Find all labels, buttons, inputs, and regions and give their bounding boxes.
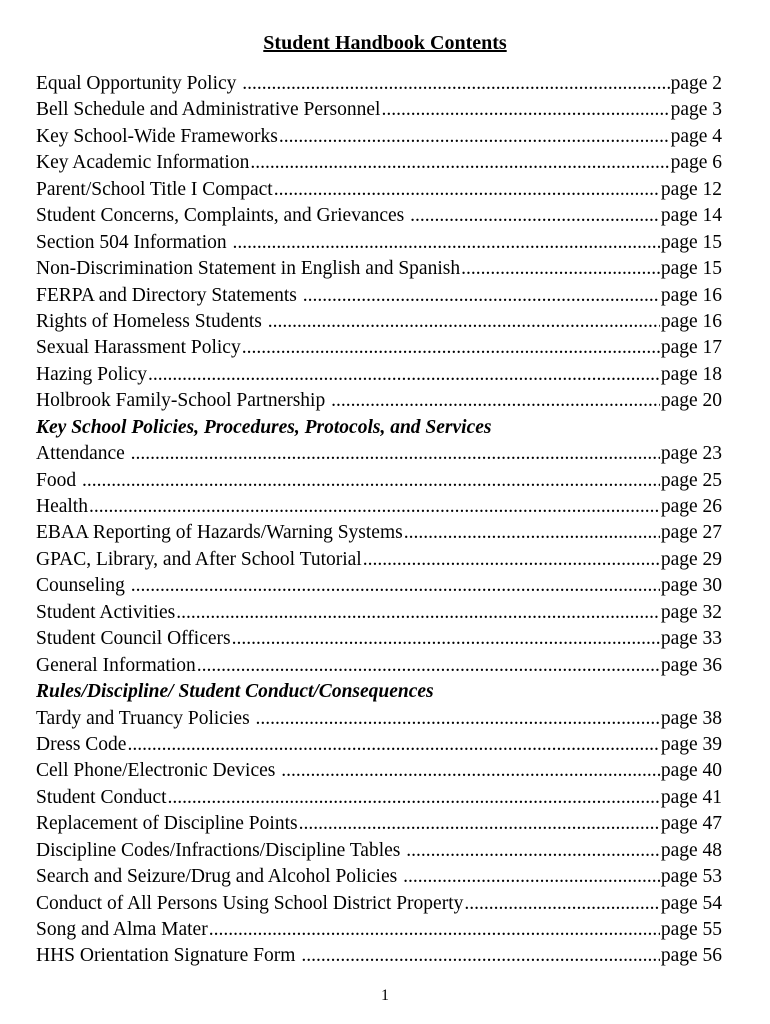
dot-leader [148,362,660,388]
dot-leader [331,388,660,414]
toc-entry-page: page 40 [660,760,722,782]
toc-entry-page: page 39 [660,733,722,755]
toc-entry-page: page 15 [660,231,722,253]
toc-entry-label: Equal Opportunity Policy [36,73,242,94]
toc-entry-label: Tardy and Truancy Policies [36,707,255,729]
toc-entry [36,388,722,414]
toc-entry-label: Sexual Harassment Policy [36,337,241,359]
document-title: Student Handbook Contents [263,32,507,54]
toc-entry [36,706,722,732]
toc-section-heading: Rules/Discipline/ Student Conduct/Consequences [36,681,434,703]
toc-entry-label: Key Academic Information [36,152,250,174]
toc-entry-page: page 26 [660,496,722,517]
toc-entry-page: page 16 [660,310,722,332]
toc-entry [36,785,722,811]
toc-entry-page: page 27 [660,522,722,544]
toc-entry [36,150,722,176]
toc-entry-label: GPAC, Library, and After School Tutorial [36,548,362,570]
dot-leader [281,758,660,784]
toc-entry-label: Conduct of All Persons Using School District Property [36,892,464,914]
toc-entry [36,230,722,256]
dot-leader [404,520,660,546]
toc-entry [36,626,722,652]
toc-entry [36,600,722,626]
dot-leader [197,653,660,679]
toc-entry-label: Attendance [36,443,130,465]
toc-entry [36,124,722,150]
toc-entry-page: page 14 [660,205,722,227]
toc-entry [36,547,722,573]
toc-entry-page: page 3 [670,99,722,121]
toc-entry-label: Parent/School Title I Compact [36,178,273,200]
page-number: 1 [381,987,389,1004]
toc-entry-page: page 25 [660,469,722,491]
toc-entry [36,203,722,229]
toc-entry-page: page 2 [670,73,722,94]
dot-leader [301,943,660,969]
toc-entry-page: page 55 [660,919,722,940]
dot-leader [242,71,669,97]
dot-leader [363,547,660,573]
toc-entry [36,335,722,361]
toc-entry-label: Student Activities [36,601,176,623]
toc-entry-label: EBAA Reporting of Hazards/Warning Systems [36,522,403,544]
toc-entry-page: page 41 [660,786,722,808]
dot-leader [406,838,660,864]
toc-entry [36,71,722,97]
toc-entry-label: Key School-Wide Frameworks [36,125,278,147]
dot-leader [464,891,659,917]
toc-entry-label: FERPA and Directory Statements [36,284,302,306]
dot-leader [168,785,660,811]
toc-entry [36,732,722,758]
toc-entry-label: Counseling [36,575,130,597]
toc-entry-label: Student Council Officers [36,628,231,650]
dot-leader [233,230,660,256]
dot-leader [274,177,660,203]
toc-entry-page: page 4 [670,125,722,147]
toc-entry-label: Discipline Codes/Infractions/Discipline Tables [36,839,406,861]
toc-entry [36,309,722,335]
dot-leader [250,150,669,176]
dot-leader [242,335,660,361]
toc-entry [36,653,722,679]
toc-section-heading: Key School Policies, Procedures, Protocols, and Services [36,416,492,438]
toc-entry [36,891,722,917]
toc-entry [36,811,722,837]
dot-leader [410,203,660,229]
dot-leader [82,468,660,494]
dot-leader [89,494,660,520]
toc-entry-label: Food [36,469,81,491]
toc-entry-page: page 16 [660,284,722,306]
toc-entry [36,362,722,388]
toc-entry-label: Cell Phone/Electronic Devices [36,760,281,782]
dot-leader [403,864,660,890]
toc-entry-label: Holbrook Family-School Partnership [36,390,331,412]
toc-entry-label: Rights of Homeless Students [36,310,267,332]
toc-entry-page: page 17 [660,337,722,359]
toc-entry-label: Student Concerns, Complaints, and Grievances [36,205,410,227]
toc-entry [36,758,722,784]
toc-entry-page: page 15 [660,258,722,280]
toc-entry-label: General Information [36,654,196,676]
toc-entry [36,177,722,203]
dot-leader [299,811,660,837]
toc-entry [36,943,722,969]
toc-entry [36,520,722,546]
toc-entry-label: Search and Seizure/Drug and Alcohol Policies [36,866,403,888]
dot-leader [131,441,660,467]
toc-entry [36,441,722,467]
dot-leader [232,626,660,652]
toc-entry-label: Dress Code [36,733,127,755]
toc-entry-page: page 48 [660,839,722,861]
toc-entry [36,917,722,943]
toc-entry-label: Section 504 Information [36,231,232,253]
toc-entry [36,283,722,309]
toc-entry-page: page 23 [660,443,722,465]
toc-entry-label: Replacement of Discipline Points [36,813,298,835]
dot-leader [268,309,660,335]
toc-entry-page: page 54 [660,892,722,914]
toc-entry [36,864,722,890]
toc-entry-label: Health [36,496,88,517]
toc-entry-page: page 47 [660,813,722,835]
dot-leader [381,97,669,123]
toc-entry [36,494,722,520]
toc-entry-label: Song and Alma Mater [36,919,208,940]
dot-leader [131,573,660,599]
toc-entry-page: page 53 [660,866,722,888]
dot-leader [209,917,660,943]
toc-entry [36,468,722,494]
toc-entry [36,97,722,123]
toc-entry-page: page 29 [660,548,722,570]
toc-entry [36,573,722,599]
toc-entry-page: page 36 [660,654,722,676]
toc-entry-page: page 30 [660,575,722,597]
table-of-contents [36,71,722,970]
dot-leader [176,600,660,626]
toc-entry-page: page 33 [660,628,722,650]
dot-leader [279,124,670,150]
toc-entry [36,256,722,282]
dot-leader [127,732,659,758]
toc-entry-label: Bell Schedule and Administrative Personnel [36,99,381,121]
toc-entry [36,838,722,864]
toc-entry-label: HHS Orientation Signature Form [36,945,301,967]
toc-entry-label: Hazing Policy [36,363,148,385]
toc-entry-page: page 20 [660,390,722,412]
dot-leader [303,283,660,309]
toc-entry-page: page 12 [660,178,722,200]
toc-entry-label: Student Conduct [36,786,167,808]
dot-leader [461,256,660,282]
toc-entry-page: page 18 [660,363,722,385]
dot-leader [256,706,660,732]
toc-entry-page: page 6 [670,152,722,174]
toc-entry-page: page 56 [660,945,722,967]
toc-entry-label: Non-Discrimination Statement in English and Spanish [36,258,461,280]
toc-entry-page: page 32 [660,601,722,623]
toc-entry-page: page 38 [660,707,722,729]
